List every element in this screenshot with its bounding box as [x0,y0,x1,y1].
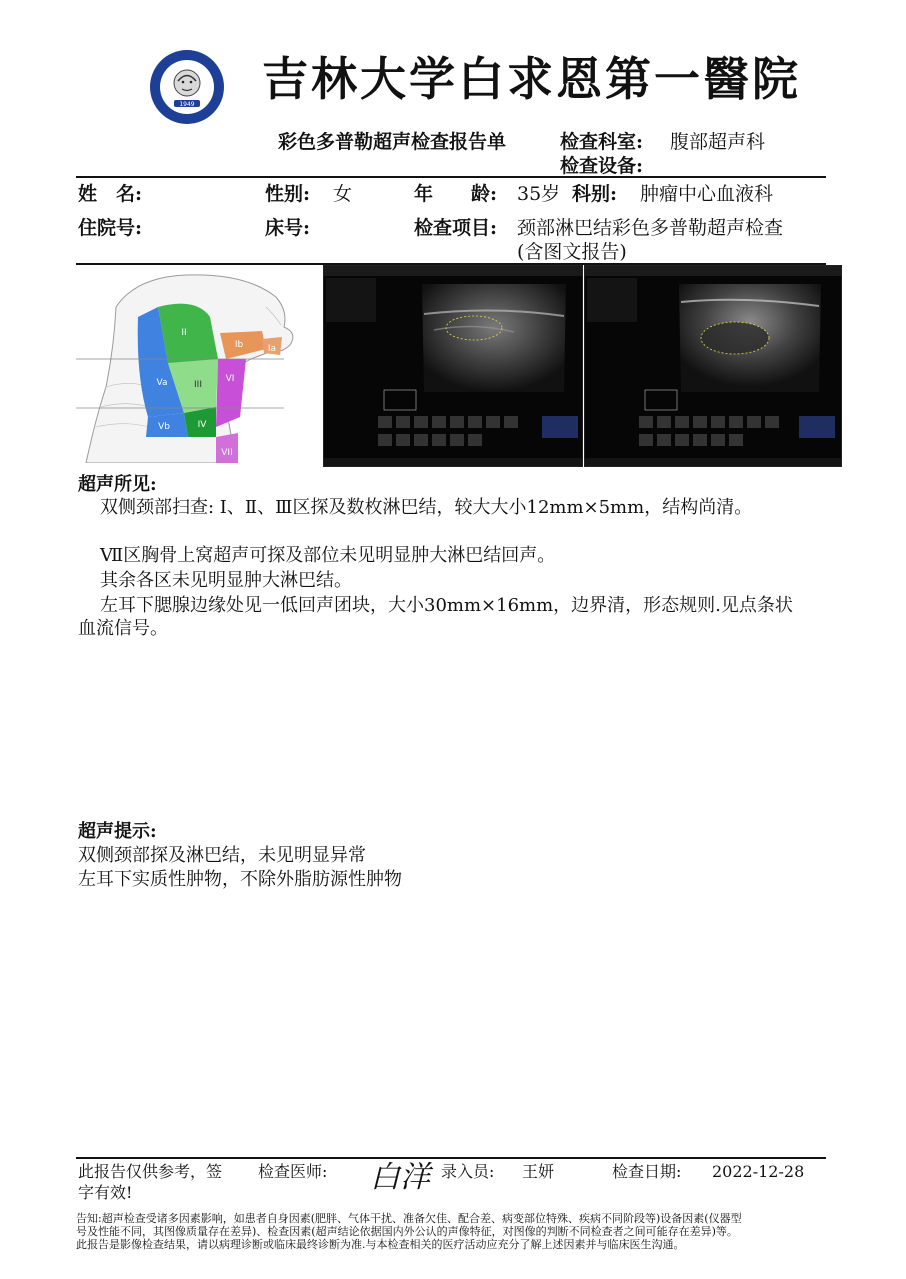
findings-paragraph-2: Ⅶ区胸骨上窝超声可探及部位未见明显肿大淋巴结回声。 [100,545,556,566]
bed-label: 床号: [265,217,311,239]
footer-rule [76,1157,826,1159]
header-rule [76,176,826,178]
disclaimer-line-1: 此报告仅供参考，签 [78,1162,223,1181]
zone-label-ia: Ia [267,344,277,354]
zone-label-iii: III [194,380,202,390]
date-value: 2022-12-28 [712,1162,805,1181]
impression-line-1: 双侧颈部探及淋巴结，未见明显异常 [78,845,366,866]
hospital-name: 吉林大学白求恩第一醫院 [262,52,801,106]
findings-paragraph-1: 双侧颈部扫查: Ⅰ、Ⅱ、Ⅲ区探及数枚淋巴结，较大大小12mm×5mm，结构尚清。 [100,497,753,518]
impression-title: 超声提示: [78,821,157,842]
date-label: 检查日期: [612,1162,682,1181]
ward-value: 肿瘤中心血液科 [640,183,774,205]
ultrasound-image-2 [584,265,842,467]
report-title: 彩色多普勒超声检查报告单 [278,131,507,153]
age-label: 年 龄: [414,183,498,205]
doctor-signature: 白洋 [370,1160,430,1195]
zone-label-vii: VII [221,448,233,458]
zone-label-ib: Ib [234,340,244,350]
disclaimer-line-2: 字有效! [78,1183,133,1202]
inpatient-label: 住院号: [78,217,143,239]
findings-paragraph-3: 其余各区未见明显肿大淋巴结。 [100,570,352,591]
notice-block [76,1212,836,1251]
zone-label-va: Va [156,378,168,388]
name-label: 姓 名: [78,183,143,205]
exam-label: 检查项目: [414,217,498,239]
exam-value-line1: 颈部淋巴结彩色多普勒超声检查 [517,217,784,239]
neck-lymph-zone-diagram [76,267,322,463]
recorder-label: 录入员: [441,1162,495,1181]
gender-value: 女 [333,183,353,205]
ward-label: 科别: [572,183,618,205]
notice-line-3: 此报告是影像检查结果，请以病理诊断或临床最终诊断为准.与本检查相关的医疗活动应充分了解上述因素并与临床医生沟通。 [76,1238,685,1251]
ultrasound-image-1 [323,265,583,467]
notice-line-1: 告知:超声检查受诸多因素影响，如患者自身因素(肥胖、气体干扰、准备欠佳、配合差、病变部位特殊、疾病不同阶段等)设备因素(仪器型 [76,1212,742,1225]
zone-label-vb: Vb [158,422,170,432]
notice-line-2: 号及性能不同，其图像质量存在差异)、检查因素(超声结论依据国内外公认的声像特征，对图像的判断不同检查者之间可能存在差异)等。 [76,1225,738,1238]
age-value: 35岁 [517,183,561,205]
zone-label-vi: VI [225,374,235,384]
zone-vi-shape [216,359,246,427]
findings-title: 超声所见: [78,474,157,495]
gender-label: 性别: [265,183,311,205]
dept-label: 检查科室: [560,131,644,153]
exam-value-line2: (含图文报告) [517,241,627,263]
findings-paragraph-4: 左耳下腮腺边缘处见一低回声团块，大小30mm×16mm，边界清，形态规则.见点条状血流信号。 [78,595,793,639]
impression-line-2: 左耳下实质性肿物，不除外脂肪源性肿物 [78,869,402,890]
zone-label-ii: II [181,328,187,338]
doctor-label: 检查医师: [258,1162,328,1181]
dept-value: 腹部超声科 [670,131,766,153]
equipment-label: 检查设备: [560,155,644,177]
hospital-logo [148,48,226,126]
recorder-value: 王妍 [522,1162,555,1181]
zone-label-iv: IV [197,420,207,430]
logo-year: 1949 [179,101,195,108]
